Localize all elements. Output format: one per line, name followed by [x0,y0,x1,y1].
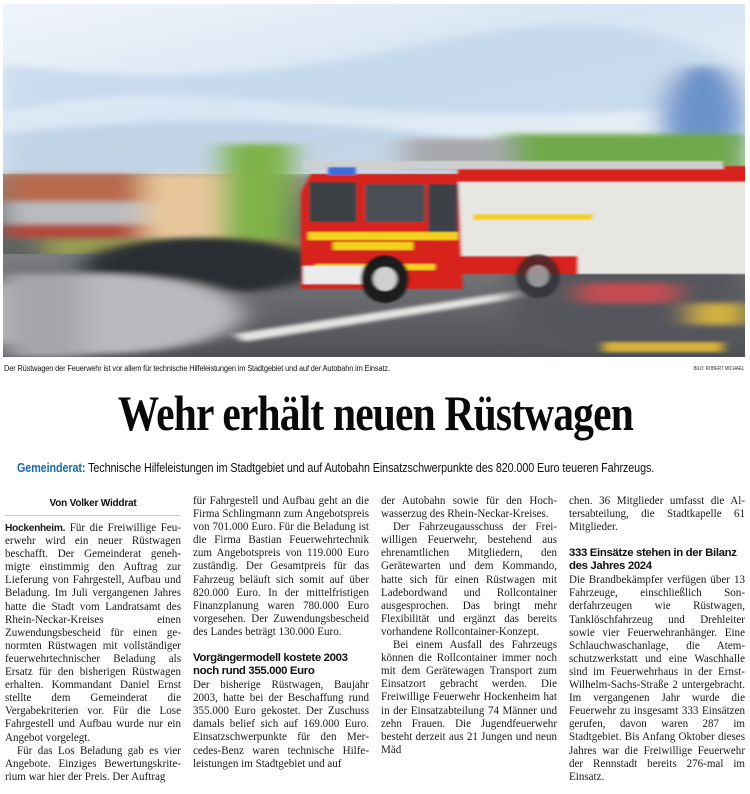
fire-truck-photo-illustration [3,4,745,357]
photo-credit: BILD: ROBERT MICHAEL [693,366,744,372]
article-column-4 [569,495,745,784]
paragraph: Der Fahrzeugausschuss der Freiwilligen Feuerwehr, bestehend aus ehrenamtlichen Mitgliedern, den Gerätewarten und dem Kommando, hatte sich für einen Rüstwagen mit Ladebordwand und Rollcontainer ausgesprochen. Das bringt mehr Flexibilität und ergänzt das bereits vorhandene Rollcontainer-Konzept. [381,521,557,638]
article-photo [3,4,745,357]
paragraph: für Fahrgestell und Aufbau geht an die Firma Schlingmann zum Angebotspreis von 701.000 Euro. Für die Beladung ist die Firma Bastian Feuerwehrtechnik zum Angebotspreis von 119.000 Euro zuständig. Der Gesamtpreis für das Fahrzeug beläuft sich somit auf über 820.000 Euro. In der mittelfristigen Finanzplanung waren 780.000 Euro vorgesehen. Der Zuwendungsbescheid des Landes beträgt 130.000 Euro. [193,495,369,638]
article-column-3 [381,495,557,757]
paragraph: der Autobahn sowie für den Hochwasserzug des Rhein-Neckar-Kreises. [381,495,557,521]
section-heading: Vorgängermodell kostete 2003 noch rund 355.000 Euro [193,652,348,678]
dateline: Hockenheim. [5,523,66,534]
paragraph-text: Für die Freiwillige Feuerwehr wird ein neuer Rüstwagen beschafft. Der Gemeinderat genehmigte einstimmig den Auftrag zur Lieferung von Fahrgestell, Aufbau und Beladung. Im Juli vergangenen Jahres hatte die Stadt vom Landratsamt des Rhein-Neckar-Kreises einen Zuwendungsbescheid für einen genormten Rüstwagen mit vollständiger feuerwehrtechnischer Beladung als Ersatz für den bisherigen Rüstwagen erhalten. Kommandant Daniel Ernst stellte dem Gemeinderat die Vergabekriterien vor. Für die Lose Fahrgestell und Aufbau wurde nur ein Angebot vorgelegt. [5,522,181,744]
paragraph: chen. 36 Mitglieder umfasst die Altersabteilung, die Stadtkapelle 61 Mitglieder. [569,495,745,534]
subhead-text: Technische Hilfeleistungen im Stadtgebiet und auf Autobahn Einsatzschwerpunkte des 820.000 Euro teueren Fahrzeugs. [85,461,655,475]
byline: Von Volker Widdrat [5,498,181,516]
paragraph: Der bisherige Rüstwagen, Baujahr 2003, hatte bei der Beschaffung rund 355.000 Euro gekostet. Der Zuschuss damals belief sich auf 169.000 Euro. Einsatzschwerpunkte für den Mercedes-Benz waren technische Hilfeleistungen im Stadtgebiet und auf [193,679,369,770]
article-column-1 [5,522,181,784]
article-column-2 [193,495,369,771]
section-heading: 333 Einsätze stehen in der Bilanz des Jahres 2024 [569,547,737,573]
paragraph: Die Brandbekämpfer verfügen über 13 Fahrzeuge, einschließlich Sonderfahrzeugen wie Rüstwagen, Tanklöschfahrzeug und Drehleiter sowie vier Feuerwehranhänger. Eine Schlauchwaschanlage, die Atemschutzwerkstatt und eine Waschhalle sind im Feuerwehrhaus in der Ernst-Wilhelm-Sachs-Straße 2 untergebracht. Im vergangenen Jahr wurde die Feuerwehr zu insgesamt 333 Einsätzen gerufen, davon waren 287 im Stadtgebiet. Bis Anfang Oktober dieses Jahres war die Freiwillige Feuerwehr der Rennstadt bereits 276-mal im Einsatz. [569,574,745,783]
paragraph: Bei einem Ausfall des Fahrzeugs können die Rollcontainer immer noch mit dem Gerätewagen Transport zum Einsatzort gebracht werden. Die Freiwillige Feuerwehr Hockenheim hat in der Einsatzabteilung 74 Männer und zehn Frauen. Die Jugendfeuerwehr besteht derzeit aus 21 Jungen und neun Mäd [381,639,557,756]
subheadline [17,461,655,475]
subhead-kicker: Gemeinderat: [17,461,86,475]
paragraph: Für das Los Beladung gab es vier Angebote. Einziges Bewertungskriterium war hier der Preis. Der Auftrag [5,744,181,783]
headline-text: Wehr erhält neuen Rüstwagen [117,385,633,441]
photo-caption: Der Rüstwagen der Feuerwehr ist vor allem für technische Hilfeleistungen im Stadtgebiet und auf der Autobahn im Einsatz. [4,363,390,373]
headline [0,385,750,441]
paragraph [5,522,181,745]
